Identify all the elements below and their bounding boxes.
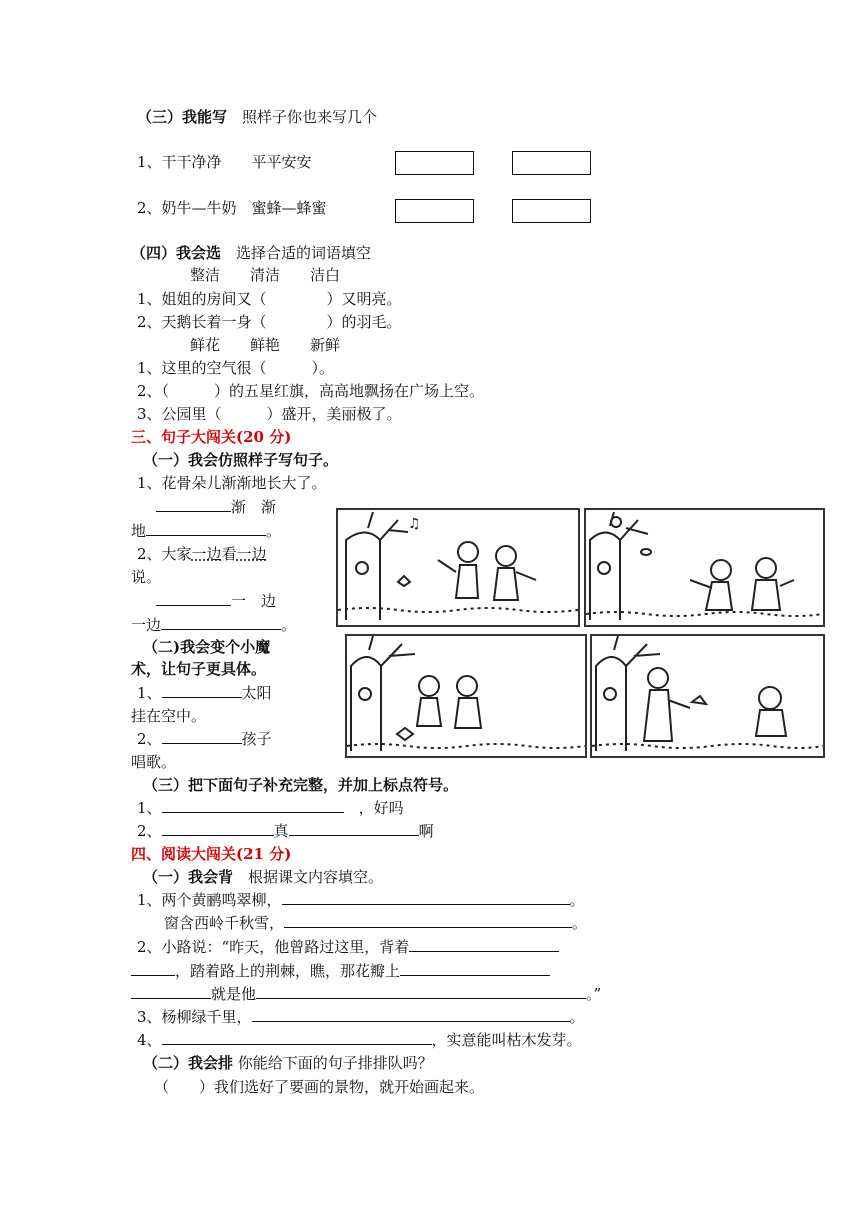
picture-panel-1 bbox=[336, 508, 580, 627]
answer-box-2a[interactable] bbox=[395, 199, 474, 223]
order-heading bbox=[143, 1053, 433, 1073]
magic-1 bbox=[137, 683, 272, 703]
s3-choose-desc: 选择合适的词语填空 bbox=[236, 244, 372, 262]
fill-2b bbox=[131, 615, 296, 635]
recite-1-text: 1、两个黄鹂鸣翠柳， bbox=[137, 891, 282, 909]
order-title: （二）我会排 bbox=[143, 1054, 234, 1072]
recite-7-pre: 4、 bbox=[137, 1031, 162, 1049]
s3-write-title: （三）我能写 bbox=[137, 108, 228, 126]
recite-title: （一）我会背 bbox=[143, 868, 234, 886]
example-2-yibian-2: 一边 bbox=[236, 545, 267, 563]
fill-2a-tail: 一 边 bbox=[231, 592, 277, 610]
s3-choose-heading bbox=[131, 243, 371, 263]
complete-1-tail: ，好吗 bbox=[358, 799, 404, 817]
fill-1b bbox=[131, 521, 281, 541]
answer-box-1a[interactable] bbox=[395, 151, 474, 175]
section-3-title: 三、句子大闯关(20 分) bbox=[131, 428, 292, 446]
example-2-pre: 2、大家 bbox=[137, 545, 192, 563]
blank[interactable] bbox=[162, 821, 274, 836]
fill-2a bbox=[156, 591, 276, 611]
example-2-end: 说。 bbox=[131, 568, 162, 586]
magic-1-pre: 1、 bbox=[137, 684, 162, 702]
complete-2 bbox=[137, 821, 434, 841]
order-item-1: （ ）我们选好了要画的景物，就开始画起来。 bbox=[154, 1078, 485, 1096]
order-desc: 你能给下面的句子排排队吗？ bbox=[237, 1054, 433, 1072]
picture-panel-2 bbox=[584, 508, 825, 627]
picture-panel-3 bbox=[345, 634, 587, 758]
recite-6 bbox=[137, 1007, 585, 1027]
recite-heading bbox=[143, 867, 383, 887]
fill-1a-tail: 渐 渐 bbox=[231, 498, 277, 516]
fill-1a bbox=[156, 497, 276, 517]
blank[interactable] bbox=[162, 683, 242, 698]
recite-desc: 根据课文内容填空。 bbox=[248, 868, 384, 886]
word-options-2: 鲜花 鲜艳 新鲜 bbox=[190, 336, 341, 354]
choose-q5: 3、公园里（ ）盛开，美丽极了。 bbox=[137, 405, 402, 423]
magic-heading-1: （二)我会变个小魔 bbox=[143, 638, 271, 656]
fill-1b-tail: 。 bbox=[266, 522, 282, 540]
blank[interactable] bbox=[162, 729, 242, 744]
recite-1 bbox=[137, 890, 585, 910]
recite-1-end: 。 bbox=[569, 891, 585, 909]
choose-q2: 2、天鹅长着一身（ ）的羽毛。 bbox=[137, 313, 402, 331]
recite-2-text: 窗含西岭千秋雪， bbox=[164, 914, 285, 932]
blank[interactable] bbox=[282, 890, 570, 905]
complete-1 bbox=[137, 798, 404, 818]
example-2-yibian-1: 一边 bbox=[191, 545, 222, 563]
magic-1-next: 挂在空中。 bbox=[131, 707, 207, 725]
choose-q3: 1、这里的空气很（ ）。 bbox=[137, 359, 335, 377]
example-1: 1、花骨朵儿渐渐地长大了。 bbox=[137, 474, 327, 492]
blank[interactable] bbox=[161, 615, 281, 630]
fill-2b-tail: 。 bbox=[281, 616, 297, 634]
magic-1-tail: 太阳 bbox=[241, 684, 272, 702]
recite-3 bbox=[137, 937, 559, 957]
blank[interactable] bbox=[156, 591, 231, 606]
blank[interactable] bbox=[409, 937, 559, 952]
recite-2-end: 。 bbox=[572, 914, 588, 932]
recite-3-text: 2、小路说：“昨天，他曾路过这里，背着 bbox=[137, 938, 410, 956]
blank[interactable] bbox=[256, 984, 586, 999]
complete-2-tail: 啊 bbox=[418, 822, 434, 840]
answer-box-2b[interactable] bbox=[512, 199, 591, 223]
recite-5 bbox=[131, 984, 601, 1004]
recite-2 bbox=[164, 913, 587, 933]
blank[interactable] bbox=[289, 821, 419, 836]
fill-2b-head: 一边 bbox=[131, 616, 162, 634]
answer-box-1b[interactable] bbox=[512, 151, 591, 175]
complete-heading: （三）把下面句子补充完整，并加上标点符号。 bbox=[143, 776, 459, 794]
complete-1-pre: 1、 bbox=[137, 799, 162, 817]
magic-2-next: 唱歌。 bbox=[131, 753, 177, 771]
imitate-heading: （一）我会仿照样子写句子。 bbox=[143, 451, 339, 469]
blank[interactable] bbox=[131, 984, 211, 999]
s3-choose-title: （四）我会选 bbox=[131, 244, 222, 262]
fill-1b-head: 地 bbox=[131, 522, 147, 540]
complete-2-mid: 真 bbox=[273, 822, 289, 840]
picture-panel-4 bbox=[590, 634, 825, 758]
word-options-1: 整洁 清洁 洁白 bbox=[190, 266, 341, 284]
blank[interactable] bbox=[252, 1007, 570, 1022]
example-2-mid: 看 bbox=[221, 545, 237, 563]
recite-5-end: 。” bbox=[586, 985, 602, 1003]
blank[interactable] bbox=[131, 961, 175, 976]
recite-6-end: 。 bbox=[569, 1008, 585, 1026]
s3-write-desc: 照样子你也来写几个 bbox=[242, 108, 378, 126]
svg-text:♫: ♫ bbox=[408, 516, 421, 532]
example-2 bbox=[137, 544, 267, 564]
choose-q1: 1、姐姐的房间又（ ）又明亮。 bbox=[137, 290, 402, 308]
recite-7 bbox=[137, 1030, 582, 1050]
choose-q4: 2、（ ）的五星红旗，高高地飘扬在广场上空。 bbox=[137, 382, 485, 400]
recite-4 bbox=[131, 961, 550, 981]
blank[interactable] bbox=[284, 913, 572, 928]
recite-5-mid: 就是他 bbox=[211, 985, 257, 1003]
s3-write-heading bbox=[137, 107, 377, 127]
complete-2-pre: 2、 bbox=[137, 822, 162, 840]
blank[interactable] bbox=[162, 798, 344, 813]
section-4-title: 四、阅读大闯关(21 分) bbox=[131, 845, 292, 863]
recite-6-text: 3、杨柳绿千里， bbox=[137, 1008, 252, 1026]
recite-7-tail: ，实意能叫枯木发芽。 bbox=[431, 1031, 582, 1049]
write-row-1: 1、干干净净 平平安安 bbox=[137, 153, 312, 171]
recite-4-text: ，踏着路上的荆棘，瞧，那花瓣上 bbox=[175, 962, 401, 980]
magic-heading-2: 术，让句子更具体。 bbox=[131, 660, 267, 678]
blank[interactable] bbox=[162, 1030, 432, 1045]
blank[interactable] bbox=[400, 961, 550, 976]
magic-2 bbox=[137, 729, 272, 749]
write-row-2: 2、奶牛—牛奶 蜜蜂—蜂蜜 bbox=[137, 199, 327, 217]
magic-2-tail: 孩子 bbox=[241, 730, 272, 748]
blank[interactable] bbox=[156, 497, 231, 512]
magic-2-pre: 2、 bbox=[137, 730, 162, 748]
blank[interactable] bbox=[146, 521, 266, 536]
